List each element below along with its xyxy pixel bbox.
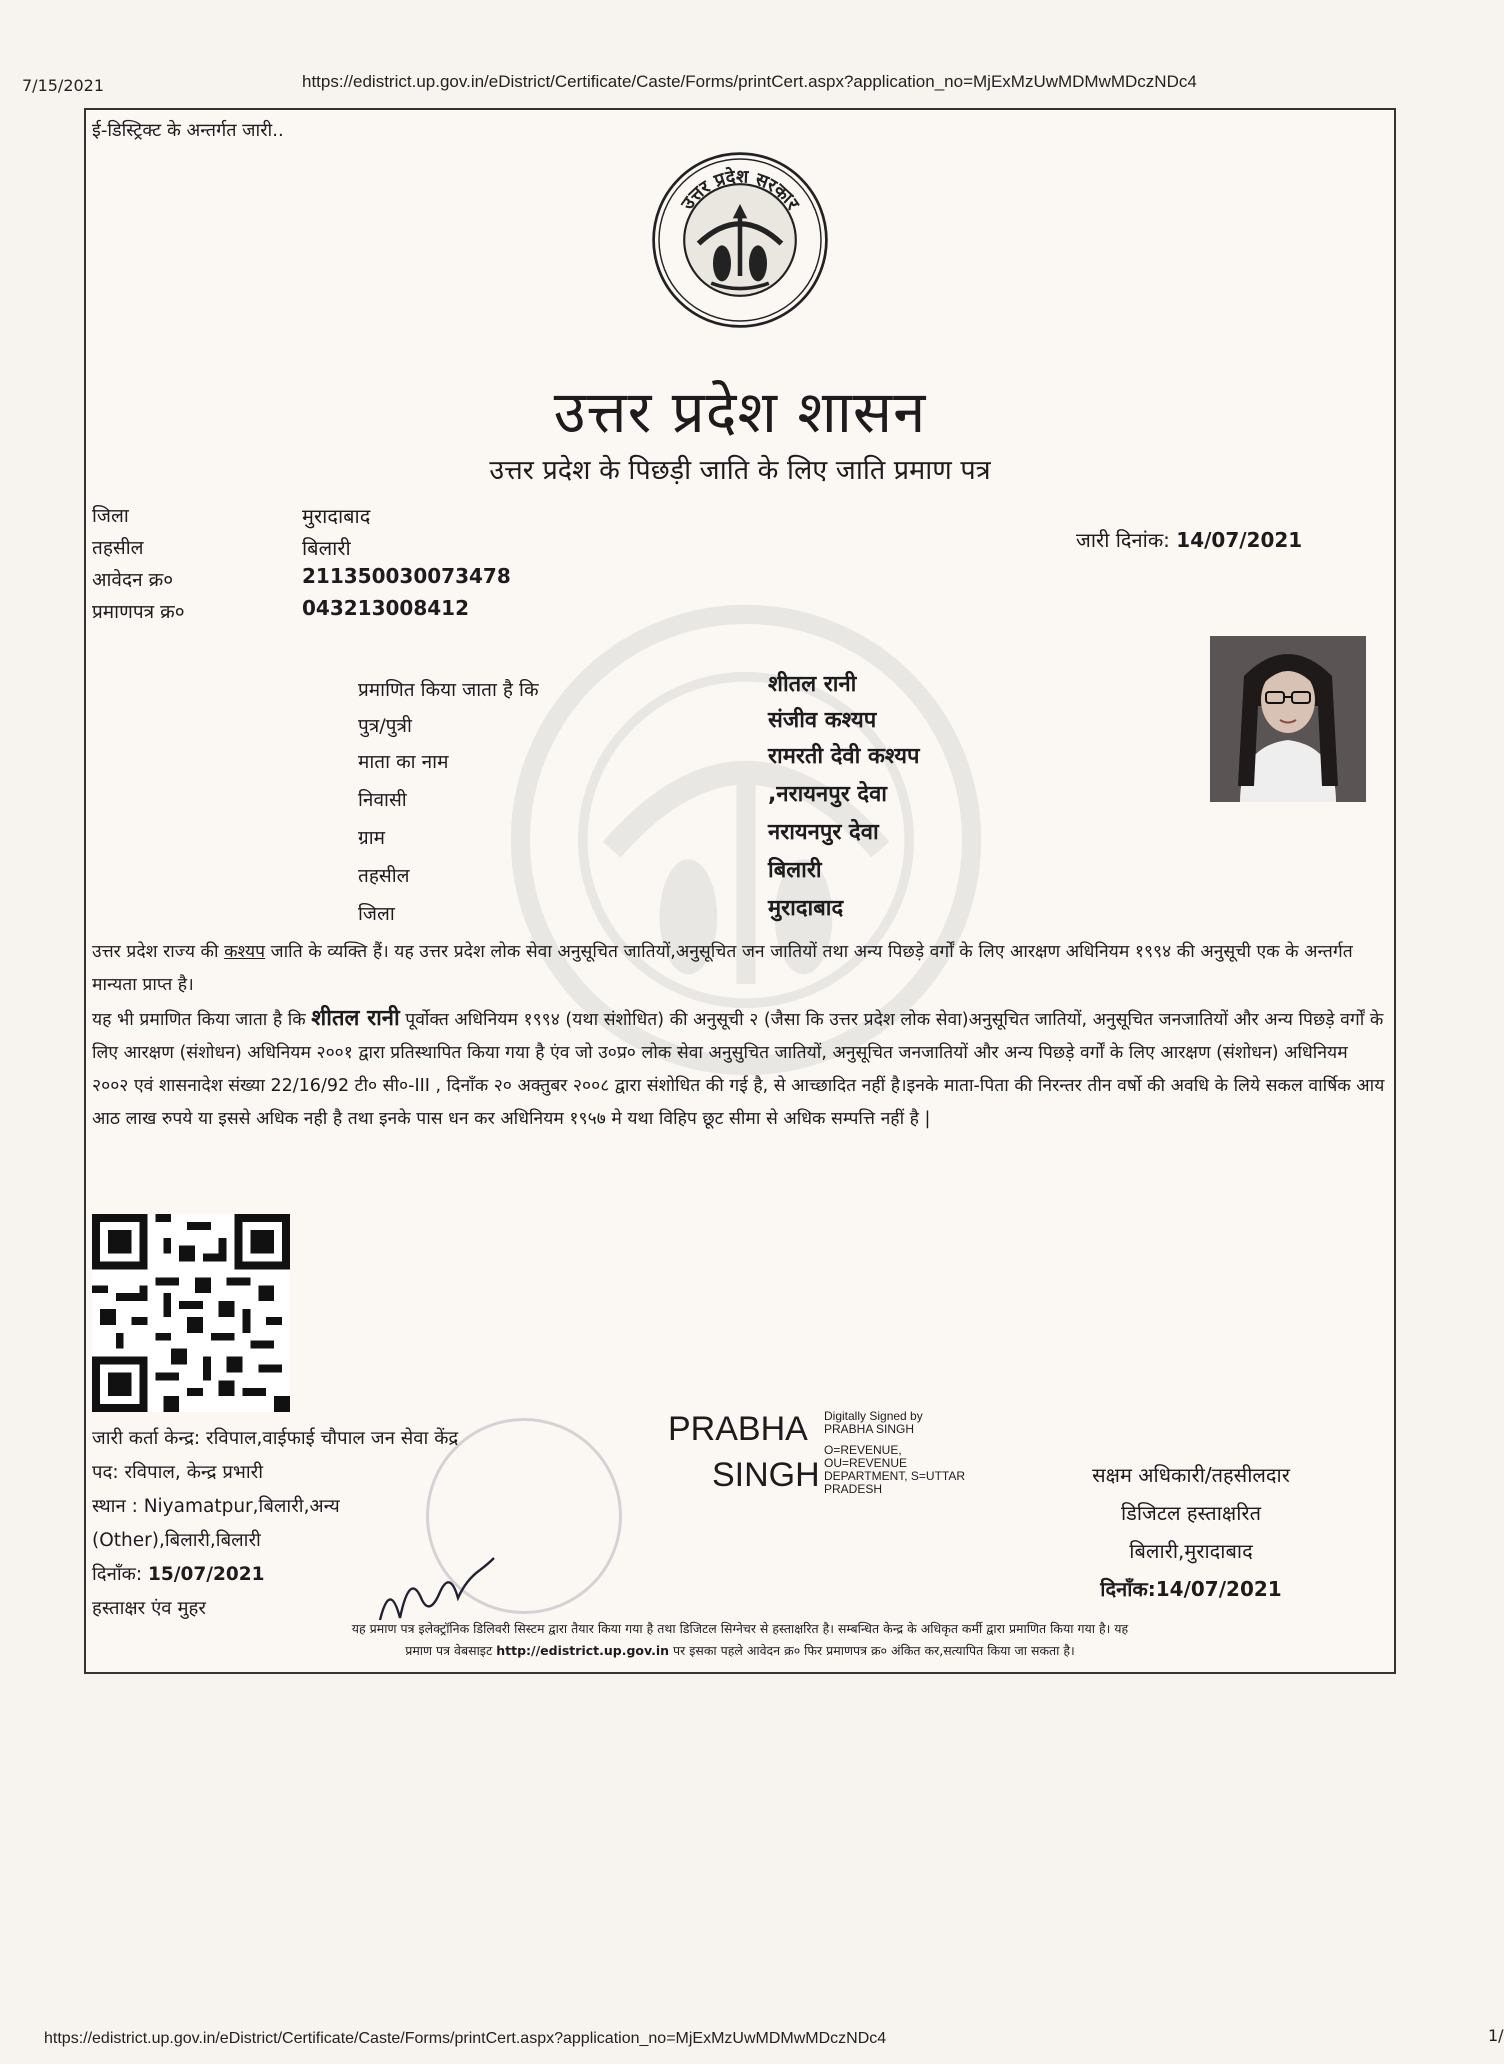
paragraph-caste (92, 936, 1388, 1002)
officer-digitally-signed: डिजिटल हस्ताक्षरित (1121, 1501, 1261, 1525)
para2-prefix: यह भी प्रमाणित किया जाता है कि (92, 1010, 306, 1030)
officer-date (1036, 1570, 1346, 1608)
label-tehsil: तहसील (358, 865, 410, 887)
issue-date-label: जारी दिनांक: (1076, 528, 1170, 552)
certificate (84, 108, 1396, 1674)
print-url: https://edistrict.up.gov.in/eDistrict/Certificate/Caste/Forms/printCert.aspx?application_no=MjExMzUwMDMwMDczNDc4 (302, 72, 1197, 91)
paragraph-creamy-layer (92, 1002, 1388, 1136)
footnote2-rest: पर इसका पहले आवेदन क्र० फिर प्रमाणपत्र क्र० अंकित कर,सत्यापित किया जा सकता है। (673, 1643, 1075, 1658)
issued-under-text: ई-डिस्ट्रिक्ट के अन्तर्गत जारी.. (92, 120, 284, 141)
issuer-date-value: 15/07/2021 (148, 1564, 265, 1585)
meta-label-application-no: आवेदन क्र० (92, 569, 174, 591)
verification-footnote (92, 1618, 1388, 1662)
applicant-photo (1210, 636, 1366, 802)
qr-code (92, 1214, 290, 1412)
verification-url[interactable]: http://edistrict.up.gov.in (496, 1643, 670, 1658)
handwritten-signature (370, 1540, 510, 1630)
issuer-post: पद: रविपाल, केन्द्र प्रभारी (92, 1462, 264, 1483)
footnote-line1: यह प्रमाण पत्र इलेक्ट्रॉनिक डिलिवरी सिस्टम द्वारा तैयार किया गया है तथा डिजिटल सिग्नेचर से हस्ताक्षरित है। सम्बन्धित केन्द्र के अधिकृत कर्मी द्वारा प्रमाणित किया गया है। यह (351, 1621, 1129, 1636)
issuer-centre: जारी कर्ता केन्द्र: रविपाल,वाईफाई चौपाल जन सेवा केंद्र (92, 1428, 459, 1449)
issuer-place-line1: स्थान : Niyamatpur,बिलारी,अन्य (92, 1496, 340, 1517)
label-village: ग्राम (358, 827, 385, 849)
digital-signature-name-line1: PRABHA (668, 1410, 808, 1448)
para1-rest: जाति के व्यक्ति हैं। यह उत्तर प्रदेश लोक सेवा अनुसूचित जातियों,अनुसूचित जन जातियों तथा अन्य पिछड़े वर्गों के लिए आरक्षण अधिनियम १९९४ की अनुसूची एक के अन्तर्गत मान्यता प्राप्त है। (92, 942, 1353, 995)
issuer-date-label: दिनाँक: (92, 1564, 143, 1585)
meta-label-tehsil: तहसील (92, 537, 144, 559)
value-village: नरायनपुर देवा (768, 820, 879, 845)
print-page-number: 1/ (1488, 2026, 1504, 2045)
digital-signature-detail-6: PRADESH (824, 1482, 883, 1496)
issuer-sign-label: हस्ताक्षर एंव मुहर (92, 1598, 206, 1619)
label-mother-name: माता का नाम (358, 751, 449, 773)
label-certified-that: प्रमाणित किया जाता है कि (358, 679, 539, 701)
para1-prefix: उत्तर प्रदेश राज्य की (92, 942, 219, 962)
para2-rest: पूर्वोक्त अधिनियम १९९४ (यथा संशोधित) की अनुसूची २ (जैसा कि उत्तर प्रदेश लोक सेवा)अनुसूचित जातियों, अनुसूचित जनजातियों और अन्य पिछड़े वर्गों के लिए आरक्षण (संशोधन) अधिनियम २००१ द्वारा प्रतिस्थापित किया गया है एंव जो उ०प्र० लोक सेवा अनुसुचित जातियों, अनुसूचित जनजातियों और अन्य पिछड़े वर्गों के लिए आरक्षण (संशोधन) अधिनियम २००२ एवं शासनादेश संख्या 22/16/92 टी० सी०-III , दिनाँक २० अक्तुबर २००८ द्वारा संशोधित की गई है, से आच्छादित नहीं है।इनके माता-पिता की निरन्तर तीन वर्षो की अवधि के लिये सकल वार्षिक आय आठ लाख रुपये या इससे अधिक नही है तथा इनके पास धन कर अधिनियम १९५७ मे यथा विहिप छूट सीमा से अधिक सम्पत्ति नहीं है | (92, 1010, 1385, 1129)
value-name: शीतल रानी (768, 672, 857, 697)
digital-signature-detail-2: PRABHA SINGH (824, 1422, 915, 1436)
digital-signature-detail-3: O=REVENUE, (824, 1443, 902, 1457)
issuer-date (92, 1558, 265, 1592)
meta-value-application-no: 211350030073478 (302, 564, 511, 588)
para2-name: शीतल रानी (311, 1006, 400, 1031)
officer-date-value: 14/07/2021 (1155, 1577, 1282, 1601)
officer-designation: सक्षम अधिकारी/तहसीलदार (1092, 1463, 1290, 1487)
label-son-daughter: पुत्र/पुत्री (358, 715, 412, 737)
label-resident: निवासी (358, 789, 407, 811)
certificate-subtitle: उत्तर प्रदेश के पिछड़ी जाति के लिए जाति प्रमाण पत्र (489, 455, 991, 486)
meta-value-certificate-no: 043213008412 (302, 596, 469, 620)
officer-date-label: दिनाँक: (1100, 1577, 1156, 1601)
label-district: जिला (358, 903, 395, 925)
print-footer-url: https://edistrict.up.gov.in/eDistrict/Certificate/Caste/Forms/printCert.aspx?application_no=MjExMzUwMDMwMDczNDc4 (44, 2030, 887, 2047)
issuer-place-line2: (Other),बिलारी,बिलारी (92, 1530, 261, 1551)
value-mother-name: रामरती देवी कश्यप (768, 744, 920, 769)
meta-label-district: जिला (92, 505, 129, 527)
print-date: 7/15/2021 (22, 76, 105, 95)
up-government-emblem (650, 150, 830, 330)
digital-signature-detail-5: DEPARTMENT, S=UTTAR (824, 1469, 966, 1483)
value-resident: ,नरायनपुर देवा (768, 782, 887, 807)
meta-label-certificate-no: प्रमाणपत्र क्र० (92, 601, 185, 623)
meta-value-tehsil: बिलारी (302, 536, 351, 560)
issue-date (1076, 526, 1302, 553)
officer-location: बिलारी,मुरादाबाद (1129, 1539, 1253, 1563)
issue-date-value: 14/07/2021 (1176, 528, 1303, 552)
digital-signature-detail-4: OU=REVENUE (824, 1456, 908, 1470)
digital-signature-detail-1: Digitally Signed by (824, 1409, 923, 1423)
value-district: मुरादाबाद (768, 896, 844, 921)
footnote2-prefix: प्रमाण पत्र वेबसाइट (405, 1643, 493, 1658)
caste-name: कश्यप (224, 942, 266, 962)
digital-signature-name-line2: SINGH (712, 1456, 820, 1494)
emblem-text: उत्तर प्रदेश सरकार (677, 166, 804, 214)
certificate-title: उत्तर प्रदेश शासन (553, 378, 927, 446)
footnote-line2 (92, 1640, 1388, 1662)
value-father-name: संजीव कश्यप (768, 708, 877, 733)
value-tehsil: बिलारी (768, 858, 822, 883)
meta-value-district: मुरादाबाद (302, 504, 371, 528)
